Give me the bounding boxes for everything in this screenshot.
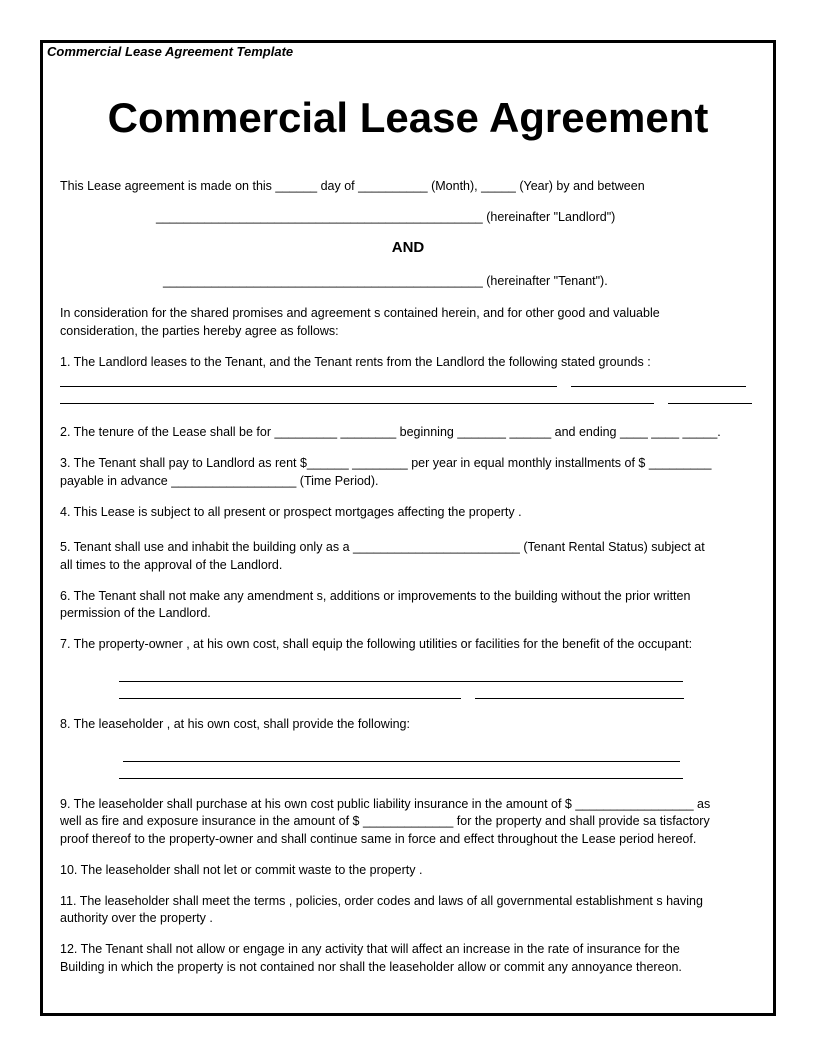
clause-6-line-2: permission of the Landlord. — [60, 606, 211, 620]
clause-5-line-2: all times to the approval of the Landlord. — [60, 558, 283, 572]
blank-line — [571, 386, 746, 387]
blank-line — [119, 698, 461, 699]
clause-4: 4. This Lease is subject to all present or prospect mortgages affecting the property . — [60, 505, 522, 519]
clause-8: 8. The leaseholder , at his own cost, shall provide the following: — [60, 717, 410, 731]
clause-10: 10. The leaseholder shall not let or commit waste to the property . — [60, 863, 423, 877]
clause-3-line-2: payable in advance __________________ (Time Period). — [60, 474, 379, 488]
clause-9-line-3: proof thereof to the property-owner and shall continue same in force and effect throughout the Lease period hereof. — [60, 832, 697, 846]
clause-7: 7. The property-owner , at his own cost, shall equip the following utilities or facilities for the benefit of the occupant: — [60, 637, 693, 651]
document-title: Commercial Lease Agreement — [107, 94, 709, 141]
clause-1: 1. The Landlord leases to the Tenant, and the Tenant rents from the Landlord the following stated grounds : — [60, 355, 651, 369]
blank-line — [668, 403, 752, 404]
tenant-line: ______________________________________________ (hereinafter "Tenant"). — [163, 274, 608, 288]
consideration-line-1: In consideration for the shared promises and agreement s contained herein, and for other good and valuable — [60, 306, 660, 320]
intro-line: This Lease agreement is made on this ______ day of __________ (Month), _____ (Year) by and between — [60, 179, 645, 193]
clause-9-line-2: well as fire and exposure insurance in the amount of $ _____________ for the property and shall provide sa tisfactory — [60, 814, 710, 828]
clause-3-line-1: 3. The Tenant shall pay to Landlord as rent $______ ________ per year in equal monthly installments of $ _________ — [60, 456, 712, 470]
clause-12-line-2: Building in which the property is not contained nor shall the leaseholder allow or commit any annoyance thereon. — [60, 960, 682, 974]
clause-9-line-1: 9. The leaseholder shall purchase at his own cost public liability insurance in the amount of $ _________________ as — [60, 797, 711, 811]
clause-12-line-1: 12. The Tenant shall not allow or engage in any activity that will affect an increase in the rate of insurance for the — [60, 942, 680, 956]
landlord-line: _______________________________________________ (hereinafter "Landlord") — [156, 210, 616, 224]
consideration-line-2: consideration, the parties hereby agree as follows: — [60, 324, 339, 338]
clause-11-line-1: 11. The leaseholder shall meet the terms , policies, order codes and laws of all governmental establishment s having — [60, 894, 703, 908]
clause-11-line-2: authority over the property . — [60, 911, 213, 925]
and-heading: AND — [391, 239, 425, 256]
blank-line — [60, 403, 654, 404]
blank-line — [475, 698, 684, 699]
blank-line — [119, 681, 683, 682]
template-label: Commercial Lease Agreement Template — [47, 44, 294, 59]
blank-line — [119, 778, 683, 779]
clause-5-line-1: 5. Tenant shall use and inhabit the building only as a ________________________ (Tenant Rental Status) subject at — [60, 540, 705, 554]
clause-2: 2. The tenure of the Lease shall be for _________ ________ beginning _______ ______ and ending ____ ____ _____. — [60, 425, 721, 439]
blank-line — [123, 761, 680, 762]
blank-line — [60, 386, 557, 387]
clause-6-line-1: 6. The Tenant shall not make any amendment s, additions or improvements to the building without the prior written — [60, 589, 691, 603]
